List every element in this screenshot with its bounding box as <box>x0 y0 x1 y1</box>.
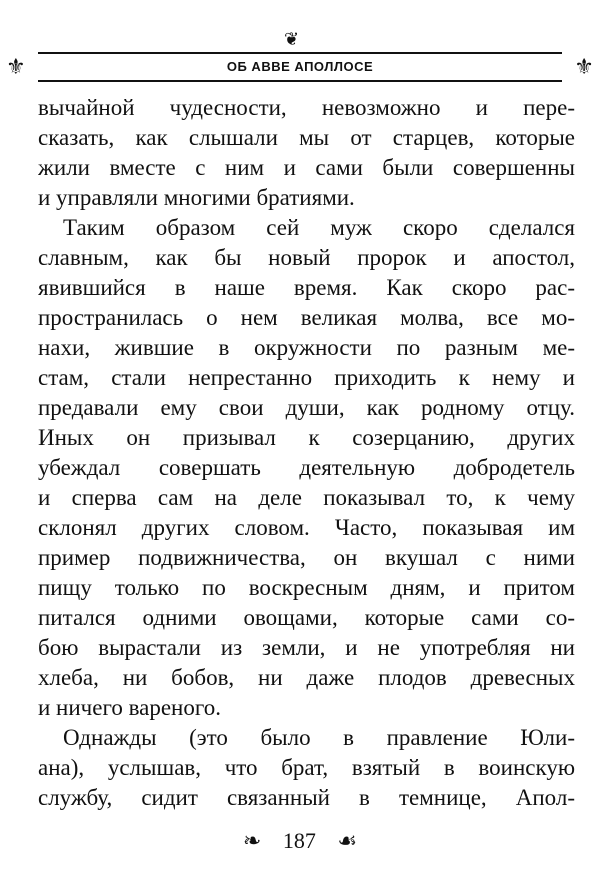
text-line: Таким образом сей муж скоро сделался <box>63 215 575 240</box>
text-line: славным, как бы новый пророк и апостол, <box>38 245 575 270</box>
text-line: пространилась о нем великая молва, все мо- <box>38 305 575 330</box>
text-line: склонял других словом. Часто, показывая им <box>38 515 575 540</box>
text-line: нахи, жившие в окружности по разным ме- <box>38 335 575 360</box>
text-line: жили вместе с ним и сами были совершенны <box>38 155 575 180</box>
text-line: и ничего вареного. <box>38 695 221 720</box>
page-body-text <box>38 93 575 813</box>
page-footer <box>0 826 600 856</box>
text-line: вычайной чудесности, невозможно и пере- <box>38 95 575 120</box>
running-title: ОБ АВВЕ АПОЛЛОСЕ <box>226 59 374 74</box>
running-header <box>0 30 600 85</box>
text-line: и управляли многими братиями. <box>38 185 355 210</box>
text-line: Иных он призывал к созерцанию, других <box>38 425 575 450</box>
right-footer-ornament-icon: ☙ <box>337 828 358 853</box>
text-line: сказать, как слышали мы от старцев, которые <box>38 125 575 150</box>
top-ornament-icon: ❦ <box>284 29 300 49</box>
text-line: бою вырастали из земли, и не употребляя ни <box>38 635 575 660</box>
text-line: службу, сидит связанный в темнице, Апол- <box>38 785 575 810</box>
header-top-rule <box>38 52 562 54</box>
text-line: питался одними овощами, которые сами со- <box>38 605 575 630</box>
text-line: явившийся в наше время. Как скоро рас- <box>38 275 575 300</box>
text-line: пример подвижничества, он вкушал с ними <box>38 545 575 570</box>
text-line: пищу только по воскресным дням, и притом <box>38 575 575 600</box>
right-fleuron-icon: ⚜ <box>574 54 594 79</box>
text-line: Однажды (это было в правление Юли- <box>63 725 575 750</box>
header-bottom-rule <box>38 80 562 82</box>
page-number: 187 <box>282 828 316 853</box>
text-line: убеждал совершать деятельную добродетель <box>38 455 575 480</box>
left-footer-ornament-icon: ❧ <box>242 828 262 853</box>
text-line: стам, стали непрестанно приходить к нему и <box>38 365 575 390</box>
text-line: хлеба, ни бобов, ни даже плодов древесных <box>38 665 575 690</box>
text-line: предавали ему свои души, как родному отцу. <box>38 395 575 420</box>
text-line: ана), услышав, что брат, взятый в воинскую <box>38 755 575 780</box>
text-line: и сперва сам на деле показывал то, к чему <box>38 485 575 510</box>
left-fleuron-icon: ⚜ <box>6 54 26 79</box>
